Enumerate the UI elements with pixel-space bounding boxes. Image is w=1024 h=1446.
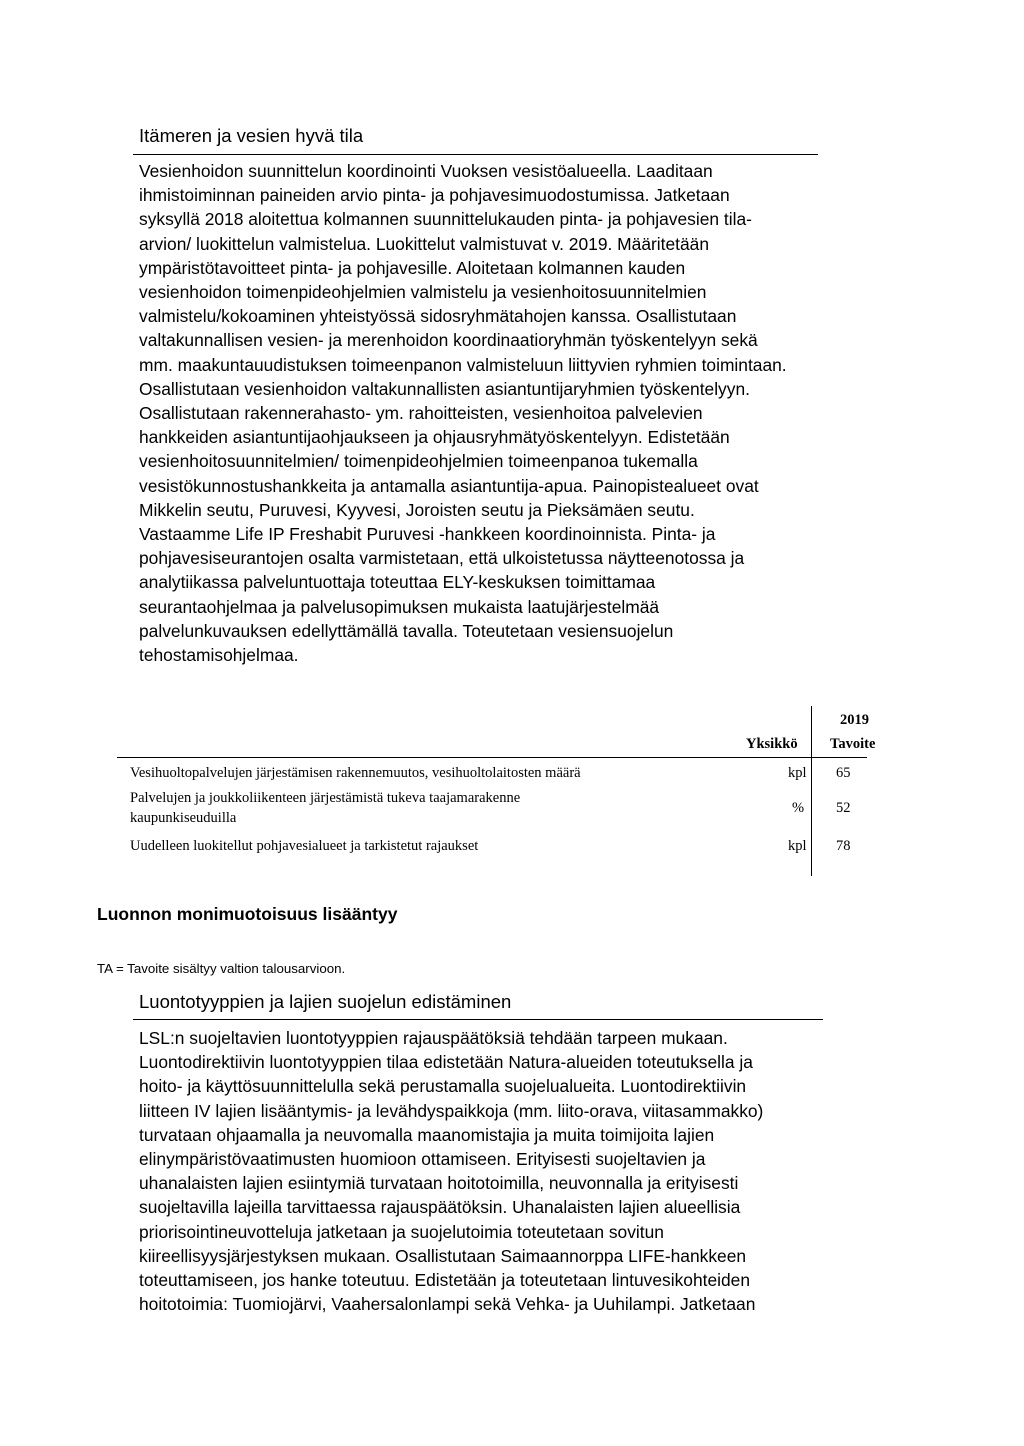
text-line: Osallistutaan vesienhoidon valtakunnallisten asiantuntijaryhmien työskentelyyn. xyxy=(139,378,750,399)
target-note: TA = Tavoite sisältyy valtion talousarvioon. xyxy=(97,961,346,976)
table-row-label: Vesihuoltopalvelujen järjestämisen rakennemuutos, vesihuoltolaitosten määrä xyxy=(130,765,581,781)
table-row-unit: kpl xyxy=(788,765,807,781)
text-line: ympäristötavoitteet pinta- ja pohjavesille. Aloitetaan kolmannen kauden xyxy=(139,257,686,278)
text-line: hoito- ja käyttösuunnittelulla sekä perustamalla suojelualueita. Luontodirektiivin xyxy=(139,1076,747,1097)
text-line: vesistökunnostushankkeita ja antamalla asiantuntija-apua. Painopistealueet ovat xyxy=(139,475,759,496)
text-line: turvataan ohjaamalla ja neuvomalla maanomistajia ja muita toimijoita lajien xyxy=(139,1124,715,1145)
paragraph-habitat-protection xyxy=(139,1026,763,1316)
heading-underline xyxy=(133,1019,823,1020)
table-row-unit: kpl xyxy=(788,838,807,854)
section-heading-water: Itämeren ja vesien hyvä tila xyxy=(139,125,364,146)
text-line: analytiikassa palveluntuottaja toteuttaa ELY-keskuksen toimittamaa xyxy=(139,572,656,593)
text-line: hoitotoimia: Tuomiojärvi, Vaahersalonlampi sekä Vehka- ja Uuhilampi. Jatketaan xyxy=(139,1294,756,1315)
text-line: arvion/ luokittelun valmistelua. Luokittelut valmistuvat v. 2019. Määritetään xyxy=(139,233,709,254)
text-line: uhanalaisten lajien esiintymiä turvataan hoitotoimilla, neuvonnalla ja erityisesti xyxy=(139,1173,739,1194)
table-row-unit: % xyxy=(792,800,805,816)
table-column-divider xyxy=(811,706,812,876)
text-line: kiireellisyysjärjestyksen mukaan. Osallistutaan Saimaannorppa LIFE-hankkeen xyxy=(139,1245,747,1266)
text-line: tehostamisohjelmaa. xyxy=(139,645,299,666)
text-line: valmistelu/kokoaminen yhteistyössä sidosryhmätahojen kanssa. Osallistutaan xyxy=(139,306,737,327)
table-row-label: Palvelujen ja joukkoliikenteen järjestämistä tukeva taajamarakenne xyxy=(130,790,521,806)
text-line: Vesienhoidon suunnittelun koordinointi Vuoksen vesistöalueella. Laaditaan xyxy=(139,161,713,181)
section-heading-biodiversity: Luonnon monimuotoisuus lisääntyy xyxy=(97,904,398,924)
text-line: mm. maakuntauudistuksen toimeenpanon valmisteluun liittyvien ryhmien toimintaan. xyxy=(139,354,787,375)
text-line: palvelunkuvauksen edellyttämällä tavalla. Toteutetaan vesiensuojelun xyxy=(139,620,674,641)
text-line: ihmistoiminnan paineiden arvio pinta- ja pohjavesimuodostumissa. Jatketaan xyxy=(139,185,730,206)
text-line: valtakunnallisen vesien- ja merenhoidon koordinaatioryhmän työskentelyyn sekä xyxy=(139,330,758,351)
table-row-label: kaupunkiseuduilla xyxy=(130,810,237,826)
table-row-label: Uudelleen luokitellut pohjavesialueet ja tarkistetut rajaukset xyxy=(130,838,479,854)
text-line: priorisointineuvotteluja jatketaan ja suojelutoimia toteutetaan sovitun xyxy=(139,1221,664,1242)
table-row-target: 78 xyxy=(836,838,851,854)
header-unit: Yksikkö xyxy=(746,736,798,752)
text-line: liitteen IV lajien lisääntymis- ja levähdyspaikkoja (mm. liito-orava, viitasammakko) xyxy=(139,1100,764,1121)
text-line: suojeltavilla lajeilla tarvittaessa rajauspäätöksin. Uhanalaisten lajien alueellisia xyxy=(139,1197,741,1218)
text-line: pohjavesiseurantojen osalta varmistetaan, että ulkoistetussa näytteenotossa ja xyxy=(139,548,745,569)
text-line: Luontodirektiivin luontotyyppien tilaa edistetään Natura-alueiden toteutuksella ja xyxy=(139,1052,753,1073)
text-line: LSL:n suojeltavien luontotyyppien rajauspäätöksiä tehdään tarpeen mukaan. xyxy=(139,1028,728,1048)
header-year: 2019 xyxy=(840,712,869,728)
table-header-rule xyxy=(117,757,867,758)
text-line: Vastaamme Life IP Freshabit Puruvesi -hankkeen koordinoinnista. Pinta- ja xyxy=(139,524,716,545)
text-line: Mikkelin seutu, Puruvesi, Kyyvesi, Joroisten seutu ja Pieksämäen seutu. xyxy=(139,499,695,520)
header-target: Tavoite xyxy=(830,736,876,752)
text-line: seurantaohjelmaa ja palvelusopimuksen mukaista laatujärjestelmää xyxy=(139,596,660,617)
table-row-target: 52 xyxy=(836,800,851,816)
section-heading-habitat-protection: Luontotyyppien ja lajien suojelun edistäminen xyxy=(139,991,512,1012)
text-line: Osallistutaan rakennerahasto- ym. rahoitteisten, vesienhoitoa palvelevien xyxy=(139,403,703,424)
text-line: syksyllä 2018 aloitettua kolmannen suunnittelukauden pinta- ja pohjavesien tila- xyxy=(139,209,752,230)
table-row-target: 65 xyxy=(836,765,851,781)
text-line: elinympäristövaatimusten huomioon ottamiseen. Erityisesti suojeltavien ja xyxy=(139,1149,706,1170)
text-line: vesienhoitosuunnitelmien/ toimenpideohjelmien toimeenpanoa tukemalla xyxy=(139,451,698,472)
text-line: toteuttamiseen, jos hanke toteutuu. Edistetään ja toteutetaan lintuvesikohteiden xyxy=(139,1270,751,1291)
text-line: vesienhoidon toimenpideohjelmien valmistelu ja vesienhoitosuunnitelmien xyxy=(139,282,707,303)
text-line: hankkeiden asiantuntijaohjaukseen ja ohjausryhmätyöskentelyyn. Edistetään xyxy=(139,427,730,448)
